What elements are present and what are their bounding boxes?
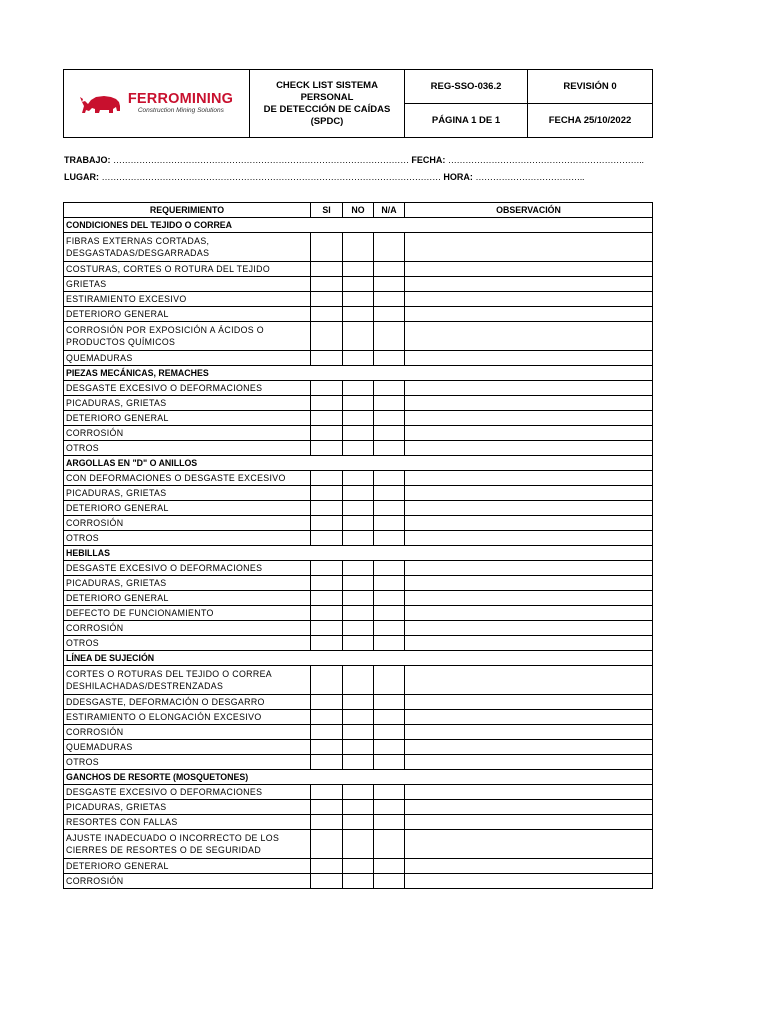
requirement-text: CORROSIÓN: [66, 518, 124, 528]
si-checkbox-cell[interactable]: [311, 800, 343, 815]
na-checkbox-cell[interactable]: [374, 859, 405, 874]
requirement-cell: [64, 755, 311, 770]
table-row: [64, 531, 653, 546]
si-checkbox-cell[interactable]: [311, 666, 343, 695]
table-row: [64, 486, 653, 501]
si-checkbox-cell[interactable]: [311, 740, 343, 755]
table-row: [64, 576, 653, 591]
requirement-text: RESORTES CON FALLAS: [66, 817, 178, 827]
requirement-text: DETERIORO GENERAL: [66, 309, 169, 319]
table-row: [64, 666, 653, 695]
requirement-cell: [64, 666, 311, 695]
table-row: [64, 441, 653, 456]
requirement-text: OTROS: [66, 638, 100, 648]
table-row: [64, 277, 653, 292]
si-checkbox-cell[interactable]: [311, 322, 343, 351]
observation-cell[interactable]: [405, 351, 653, 366]
observation-cell[interactable]: [405, 292, 653, 307]
no-checkbox-cell[interactable]: [343, 516, 374, 531]
section-title: GANCHOS DE RESORTE (MOSQUETONES): [64, 770, 653, 785]
no-checkbox-cell[interactable]: [343, 411, 374, 426]
si-checkbox-cell[interactable]: [311, 874, 343, 889]
section-title: CONDICIONES DEL TEJIDO O CORREA: [64, 218, 653, 233]
document-header: [63, 69, 653, 138]
si-checkbox-cell[interactable]: [311, 755, 343, 770]
requirement-cell: [64, 859, 311, 874]
si-checkbox-cell[interactable]: [311, 815, 343, 830]
table-row: [64, 561, 653, 576]
requirement-text: AJUSTE INADECUADO O INCORRECTO DE LOS: [66, 833, 280, 843]
requirement-cell: [64, 800, 311, 815]
na-checkbox-cell[interactable]: [374, 621, 405, 636]
requirement-cell: [64, 874, 311, 889]
requirement-cell: [64, 307, 311, 322]
requirement-cell: [64, 471, 311, 486]
na-checkbox-cell[interactable]: [374, 486, 405, 501]
si-checkbox-cell[interactable]: [311, 262, 343, 277]
observation-cell[interactable]: [405, 411, 653, 426]
requirement-cell: [64, 351, 311, 366]
no-checkbox-cell[interactable]: [343, 531, 374, 546]
requirement-cell: [64, 531, 311, 546]
observation-cell[interactable]: [405, 396, 653, 411]
table-row: [64, 411, 653, 426]
table-row: [64, 606, 653, 621]
requirement-cell: [64, 725, 311, 740]
no-checkbox-cell[interactable]: [343, 396, 374, 411]
section-header-row: [64, 366, 653, 381]
document-revision: REVISIÓN 0: [528, 70, 653, 104]
na-checkbox-cell[interactable]: [374, 441, 405, 456]
no-checkbox-cell[interactable]: [343, 292, 374, 307]
si-checkbox-cell[interactable]: [311, 830, 343, 859]
table-row: [64, 815, 653, 830]
si-checkbox-cell[interactable]: [311, 606, 343, 621]
table-row: [64, 471, 653, 486]
no-checkbox-cell[interactable]: [343, 859, 374, 874]
observation-cell[interactable]: [405, 591, 653, 606]
no-checkbox-cell[interactable]: [343, 695, 374, 710]
si-checkbox-cell[interactable]: [311, 621, 343, 636]
na-checkbox-cell[interactable]: [374, 471, 405, 486]
table-row: [64, 636, 653, 651]
na-checkbox-cell[interactable]: [374, 785, 405, 800]
observation-cell[interactable]: [405, 441, 653, 456]
table-row: [64, 307, 653, 322]
si-checkbox-cell[interactable]: [311, 859, 343, 874]
no-checkbox-cell[interactable]: [343, 576, 374, 591]
no-checkbox-cell[interactable]: [343, 471, 374, 486]
requirement-cell: [64, 396, 311, 411]
table-row: [64, 800, 653, 815]
requirement-text: DESGASTE EXCESIVO O DEFORMACIONES: [66, 787, 263, 797]
table-row: [64, 725, 653, 740]
si-checkbox-cell[interactable]: [311, 636, 343, 651]
requirement-text: CORROSIÓN: [66, 876, 124, 886]
requirement-cell: [64, 441, 311, 456]
rhino-logo-icon: [80, 91, 124, 117]
requirement-text: FIBRAS EXTERNAS CORTADAS,: [66, 236, 210, 246]
table-header-row: [64, 203, 653, 218]
na-checkbox-cell[interactable]: [374, 292, 405, 307]
observation-cell[interactable]: [405, 710, 653, 725]
observation-cell[interactable]: [405, 381, 653, 396]
requirement-text-line-2: DESGASTADAS/DESGARRADAS: [66, 248, 210, 258]
requirement-text: DESGASTE EXCESIVO O DEFORMACIONES: [66, 563, 263, 573]
requirement-cell: [64, 636, 311, 651]
no-checkbox-cell[interactable]: [343, 501, 374, 516]
na-checkbox-cell[interactable]: [374, 233, 405, 262]
requirement-cell: [64, 710, 311, 725]
table-row: [64, 755, 653, 770]
requirement-text: CORROSIÓN: [66, 727, 124, 737]
lugar-hora-line: [64, 172, 584, 182]
requirement-text: PICADURAS, GRIETAS: [66, 802, 167, 812]
document-code: REG-SSO-036.2: [405, 70, 528, 104]
table-row: [64, 740, 653, 755]
requirement-text: PICADURAS, GRIETAS: [66, 578, 167, 588]
table-row: [64, 859, 653, 874]
section-title: ARGOLLAS EN "D" O ANILLOS: [64, 456, 653, 471]
na-checkbox-cell[interactable]: [374, 800, 405, 815]
requirement-text: DETERIORO GENERAL: [66, 593, 169, 603]
si-checkbox-cell[interactable]: [311, 486, 343, 501]
requirement-text: QUEMADURAS: [66, 742, 133, 752]
requirement-cell: [64, 621, 311, 636]
document-date: FECHA 25/10/2022: [528, 104, 653, 138]
na-checkbox-cell[interactable]: [374, 501, 405, 516]
na-checkbox-cell[interactable]: [374, 636, 405, 651]
observation-cell[interactable]: [405, 800, 653, 815]
na-checkbox-cell[interactable]: [374, 591, 405, 606]
observation-cell[interactable]: [405, 277, 653, 292]
observation-cell[interactable]: [405, 830, 653, 859]
observation-cell[interactable]: [405, 471, 653, 486]
na-checkbox-cell[interactable]: [374, 396, 405, 411]
table-row: [64, 381, 653, 396]
no-checkbox-cell[interactable]: [343, 815, 374, 830]
requirement-text-line-2: PRODUCTOS QUÍMICOS: [66, 337, 176, 347]
table-row: [64, 874, 653, 889]
observation-cell[interactable]: [405, 516, 653, 531]
na-checkbox-cell[interactable]: [374, 262, 405, 277]
requirement-cell: [64, 695, 311, 710]
table-row: [64, 785, 653, 800]
no-checkbox-cell[interactable]: [343, 710, 374, 725]
company-logo: [64, 70, 249, 137]
observation-cell[interactable]: [405, 621, 653, 636]
si-checkbox-cell[interactable]: [311, 381, 343, 396]
section-header-row: [64, 546, 653, 561]
company-tagline: Construction Mining Solutions: [137, 107, 224, 114]
requirement-cell: [64, 381, 311, 396]
observation-cell[interactable]: [405, 859, 653, 874]
na-checkbox-cell[interactable]: [374, 516, 405, 531]
table-row: [64, 396, 653, 411]
no-checkbox-cell[interactable]: [343, 441, 374, 456]
requirement-cell: [64, 606, 311, 621]
table-row: [64, 233, 653, 262]
checklist-table: [63, 202, 653, 889]
table-row: [64, 830, 653, 859]
no-checkbox-cell[interactable]: [343, 277, 374, 292]
column-header-no: NO: [343, 203, 374, 218]
table-row: [64, 621, 653, 636]
section-title: PIEZAS MECÁNICAS, REMACHES: [64, 366, 653, 381]
no-checkbox-cell[interactable]: [343, 636, 374, 651]
si-checkbox-cell[interactable]: [311, 695, 343, 710]
na-checkbox-cell[interactable]: [374, 606, 405, 621]
na-checkbox-cell[interactable]: [374, 815, 405, 830]
requirement-text: CORROSIÓN POR EXPOSICIÓN A ÁCIDOS O: [66, 325, 264, 335]
na-checkbox-cell[interactable]: [374, 561, 405, 576]
observation-cell[interactable]: [405, 561, 653, 576]
si-checkbox-cell[interactable]: [311, 277, 343, 292]
table-row: [64, 591, 653, 606]
si-checkbox-cell[interactable]: [311, 411, 343, 426]
no-checkbox-cell[interactable]: [343, 561, 374, 576]
si-checkbox-cell[interactable]: [311, 725, 343, 740]
na-checkbox-cell[interactable]: [374, 307, 405, 322]
si-checkbox-cell[interactable]: [311, 426, 343, 441]
requirement-text: PICADURAS, GRIETAS: [66, 398, 167, 408]
no-checkbox-cell[interactable]: [343, 322, 374, 351]
observation-cell[interactable]: [405, 322, 653, 351]
no-checkbox-cell[interactable]: [343, 830, 374, 859]
si-checkbox-cell[interactable]: [311, 351, 343, 366]
requirement-text-line-2: CIERRES DE RESORTES O DE SEGURIDAD: [66, 845, 262, 855]
si-checkbox-cell[interactable]: [311, 561, 343, 576]
observation-cell[interactable]: [405, 695, 653, 710]
column-header-requerimiento: REQUERIMIENTO: [64, 203, 311, 218]
section-title: LÍNEA DE SUJECIÓN: [64, 651, 653, 666]
na-checkbox-cell[interactable]: [374, 411, 405, 426]
hora-label: HORA:: [443, 172, 473, 182]
na-checkbox-cell[interactable]: [374, 740, 405, 755]
requirement-cell: [64, 576, 311, 591]
si-checkbox-cell[interactable]: [311, 531, 343, 546]
no-checkbox-cell[interactable]: [343, 606, 374, 621]
requirement-text: OTROS: [66, 533, 100, 543]
document-title: [250, 70, 405, 138]
section-header-row: [64, 770, 653, 785]
observation-cell[interactable]: [405, 486, 653, 501]
hora-field[interactable]: ………………………………..: [475, 172, 585, 182]
requirement-cell: [64, 486, 311, 501]
column-header-na: N/A: [374, 203, 405, 218]
na-checkbox-cell[interactable]: [374, 351, 405, 366]
na-checkbox-cell[interactable]: [374, 381, 405, 396]
title-line-3: (SPDC): [310, 115, 344, 127]
requirement-text: DEFECTO DE FUNCIONAMIENTO: [66, 608, 214, 618]
observation-cell[interactable]: [405, 636, 653, 651]
si-checkbox-cell[interactable]: [311, 501, 343, 516]
no-checkbox-cell[interactable]: [343, 785, 374, 800]
requirement-text: CORROSIÓN: [66, 428, 124, 438]
company-name: FERROMINING: [127, 91, 234, 107]
fecha-label: FECHA:: [411, 155, 446, 165]
requirement-cell: [64, 785, 311, 800]
requirement-text: CORROSIÓN: [66, 623, 124, 633]
no-checkbox-cell[interactable]: [343, 740, 374, 755]
table-row: [64, 426, 653, 441]
observation-cell[interactable]: [405, 755, 653, 770]
requirement-text: DETERIORO GENERAL: [66, 413, 169, 423]
no-checkbox-cell[interactable]: [343, 426, 374, 441]
si-checkbox-cell[interactable]: [311, 516, 343, 531]
requirement-text: OTROS: [66, 443, 100, 453]
si-checkbox-cell[interactable]: [311, 576, 343, 591]
requirement-text: ESTIRAMIENTO O ELONGACIÓN EXCESIVO: [66, 712, 262, 722]
table-row: [64, 351, 653, 366]
requirement-text: DETERIORO GENERAL: [66, 861, 169, 871]
no-checkbox-cell[interactable]: [343, 666, 374, 695]
si-checkbox-cell[interactable]: [311, 710, 343, 725]
requirement-cell: [64, 292, 311, 307]
section-header-row: [64, 218, 653, 233]
section-header-row: [64, 456, 653, 471]
no-checkbox-cell[interactable]: [343, 874, 374, 889]
no-checkbox-cell[interactable]: [343, 621, 374, 636]
requirement-text: COSTURAS, CORTES O ROTURA DEL TEJIDO: [66, 264, 271, 274]
table-row: [64, 501, 653, 516]
observation-cell[interactable]: [405, 785, 653, 800]
no-checkbox-cell[interactable]: [343, 233, 374, 262]
observation-cell[interactable]: [405, 531, 653, 546]
title-line-1: CHECK LIST SISTEMA PERSONAL: [276, 79, 378, 103]
section-header-row: [64, 651, 653, 666]
si-checkbox-cell[interactable]: [311, 441, 343, 456]
no-checkbox-cell[interactable]: [343, 351, 374, 366]
observation-cell[interactable]: [405, 740, 653, 755]
observation-cell[interactable]: [405, 426, 653, 441]
si-checkbox-cell[interactable]: [311, 307, 343, 322]
observation-cell[interactable]: [405, 233, 653, 262]
na-checkbox-cell[interactable]: [374, 725, 405, 740]
requirement-text: PICADURAS, GRIETAS: [66, 488, 167, 498]
na-checkbox-cell[interactable]: [374, 710, 405, 725]
requirement-text: DESGASTE EXCESIVO O DEFORMACIONES: [66, 383, 263, 393]
na-checkbox-cell[interactable]: [374, 322, 405, 351]
observation-cell[interactable]: [405, 815, 653, 830]
title-line-2: DE DETECCIÓN DE CAÍDAS: [263, 103, 391, 115]
observation-cell[interactable]: [405, 606, 653, 621]
na-checkbox-cell[interactable]: [374, 874, 405, 889]
no-checkbox-cell[interactable]: [343, 755, 374, 770]
requirement-cell: [64, 830, 311, 859]
requirement-text: ESTIRAMIENTO EXCESIVO: [66, 294, 187, 304]
trabajo-fecha-line: [64, 155, 644, 165]
section-title: HEBILLAS: [64, 546, 653, 561]
requirement-text: CORTES O ROTURAS DEL TEJIDO O CORREA: [66, 669, 272, 679]
requirement-text: OTROS: [66, 757, 100, 767]
requirement-text: GRIETAS: [66, 279, 107, 289]
si-checkbox-cell[interactable]: [311, 591, 343, 606]
na-checkbox-cell[interactable]: [374, 666, 405, 695]
observation-cell[interactable]: [405, 725, 653, 740]
observation-cell[interactable]: [405, 874, 653, 889]
na-checkbox-cell[interactable]: [374, 576, 405, 591]
no-checkbox-cell[interactable]: [343, 725, 374, 740]
requirement-text: CON DEFORMACIONES O DESGASTE EXCESIVO: [66, 473, 286, 483]
no-checkbox-cell[interactable]: [343, 800, 374, 815]
logo-cell: [64, 70, 250, 138]
na-checkbox-cell[interactable]: [374, 426, 405, 441]
table-row: [64, 262, 653, 277]
no-checkbox-cell[interactable]: [343, 486, 374, 501]
column-header-observacion: OBSERVACIÓN: [405, 203, 653, 218]
lugar-label: LUGAR:: [64, 172, 99, 182]
observation-cell[interactable]: [405, 307, 653, 322]
si-checkbox-cell[interactable]: [311, 396, 343, 411]
requirement-text: DETERIORO GENERAL: [66, 503, 169, 513]
lugar-field[interactable]: ………………………………………………………………………………………………………: [101, 172, 441, 182]
requirement-cell: [64, 322, 311, 351]
si-checkbox-cell[interactable]: [311, 785, 343, 800]
observation-cell[interactable]: [405, 666, 653, 695]
requirement-cell: [64, 815, 311, 830]
trabajo-label: TRABAJO:: [64, 155, 111, 165]
no-checkbox-cell[interactable]: [343, 381, 374, 396]
observation-cell[interactable]: [405, 262, 653, 277]
requirement-cell: [64, 411, 311, 426]
na-checkbox-cell[interactable]: [374, 830, 405, 859]
si-checkbox-cell[interactable]: [311, 233, 343, 262]
requirement-cell: [64, 233, 311, 262]
requirement-text: QUEMADURAS: [66, 353, 133, 363]
no-checkbox-cell[interactable]: [343, 307, 374, 322]
no-checkbox-cell[interactable]: [343, 262, 374, 277]
observation-cell[interactable]: [405, 501, 653, 516]
table-row: [64, 292, 653, 307]
no-checkbox-cell[interactable]: [343, 591, 374, 606]
na-checkbox-cell[interactable]: [374, 755, 405, 770]
requirement-cell: [64, 591, 311, 606]
requirement-cell: [64, 426, 311, 441]
table-row: [64, 516, 653, 531]
fecha-field[interactable]: …………………………………………………………..: [447, 155, 644, 165]
requirement-cell: [64, 740, 311, 755]
document-page: PÁGINA 1 DE 1: [405, 104, 528, 138]
requirement-text-line-2: DESHILACHADAS/DESTRENZADAS: [66, 681, 224, 691]
table-row: [64, 695, 653, 710]
table-row: [64, 322, 653, 351]
table-row: [64, 710, 653, 725]
na-checkbox-cell[interactable]: [374, 277, 405, 292]
requirement-text: DDESGASTE, DEFORMACIÓN O DESGARRO: [66, 697, 265, 707]
na-checkbox-cell[interactable]: [374, 695, 405, 710]
requirement-cell: [64, 501, 311, 516]
requirement-cell: [64, 561, 311, 576]
si-checkbox-cell[interactable]: [311, 292, 343, 307]
na-checkbox-cell[interactable]: [374, 531, 405, 546]
si-checkbox-cell[interactable]: [311, 471, 343, 486]
requirement-cell: [64, 516, 311, 531]
requirement-cell: [64, 277, 311, 292]
column-header-si: SI: [311, 203, 343, 218]
requirement-cell: [64, 262, 311, 277]
trabajo-field[interactable]: …………………………………………………………………………………………: [113, 155, 409, 165]
observation-cell[interactable]: [405, 576, 653, 591]
